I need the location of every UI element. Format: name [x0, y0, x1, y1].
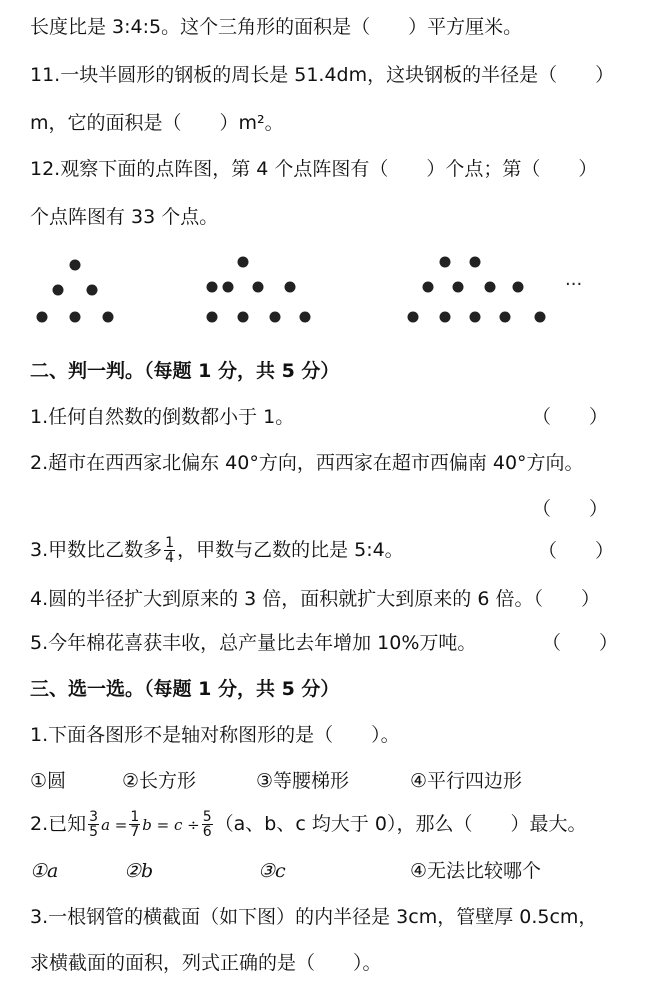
choice-1-option-b[interactable]: ②长方形	[122, 770, 197, 792]
choice-2-text-end: （a、b、c 均大于 0），那么（ ）最大。	[214, 813, 587, 835]
judge-3-text-end: ，甲数与乙数的比是 5:4。	[177, 539, 404, 561]
dot-pattern-2	[207, 257, 311, 323]
dot-pattern-1	[37, 260, 114, 323]
ellipsis-mark: ···	[565, 274, 583, 295]
question-10-continuation: 长度比是 3:4:5。这个三角形的面积是（ ）平方厘米。	[30, 16, 523, 38]
equation-part-b: b = c ÷	[142, 816, 200, 834]
section-2-heading: 二、判一判。（每题 1 分，共 5 分）	[30, 360, 340, 382]
judge-1-answer-blank[interactable]: （ ）	[532, 406, 609, 428]
judge-5-answer-blank[interactable]: （ ）	[542, 632, 619, 654]
judge-2-answer-blank[interactable]: （ ）	[532, 498, 609, 520]
choice-3-line2: 求横截面的面积，列式正确的是（ ）。	[30, 952, 382, 974]
judge-3-answer-blank[interactable]: （ ）	[538, 540, 615, 562]
fraction-three-fifths: $\frac{3}{5}$	[89, 809, 99, 840]
choice-2-option-d[interactable]: ④无法比较哪个	[410, 860, 542, 882]
fraction-one-quarter: $\frac{1}{4}$	[165, 535, 175, 566]
judge-1: 1.任何自然数的倒数都小于 1。	[30, 406, 295, 428]
judge-2: 2.超市在西西家北偏东 40°方向，西西家在超市西偏南 40°方向。	[30, 452, 584, 474]
judge-3-text-start: 3.甲数比乙数多	[30, 539, 163, 561]
question-11-line1: 11.一块半圆形的钢板的周长是 51.4dm，这块钢板的半径是（ ）	[30, 64, 615, 86]
question-11-line2: m，它的面积是（ ）m²。	[30, 112, 284, 134]
equation-part-a: a =	[101, 816, 128, 834]
dot-pattern-figures	[0, 240, 666, 340]
choice-1-option-c[interactable]: ③等腰梯形	[256, 770, 350, 792]
choice-3-line1: 3.一根钢管的横截面（如下图）的内半径是 3cm，管壁厚 0.5cm，	[30, 906, 598, 928]
dot-pattern-3	[408, 257, 546, 323]
choice-1-option-a[interactable]: ①圆	[30, 770, 67, 792]
judge-3	[30, 536, 404, 565]
choice-2-text-start: 2.已知	[30, 813, 87, 835]
choice-1: 1.下面各图形不是轴对称图形的是（ ）。	[30, 724, 400, 746]
fraction-one-seventh: $\frac{1}{7}$	[130, 809, 140, 840]
judge-4: 4.圆的半径扩大到原来的 3 倍，面积就扩大到原来的 6 倍。（ ）	[30, 588, 600, 610]
choice-2	[30, 810, 586, 839]
question-12-line2: 个点阵图有 33 个点。	[30, 206, 219, 228]
choice-2-option-c[interactable]: ③c	[258, 860, 286, 882]
judge-5: 5.今年棉花喜获丰收，总产量比去年增加 10%万吨。	[30, 632, 477, 654]
choice-2-option-b[interactable]: ②b	[124, 860, 154, 882]
fraction-five-sixths: $\frac{5}{6}$	[202, 809, 212, 840]
question-12-line1: 12.观察下面的点阵图，第 4 个点阵图有（ ）个点；第（ ）	[30, 158, 598, 180]
choice-1-option-d[interactable]: ④平行四边形	[410, 770, 523, 792]
choice-2-option-a[interactable]: ①a	[30, 860, 59, 882]
section-3-heading: 三、选一选。（每题 1 分，共 5 分）	[30, 678, 340, 700]
